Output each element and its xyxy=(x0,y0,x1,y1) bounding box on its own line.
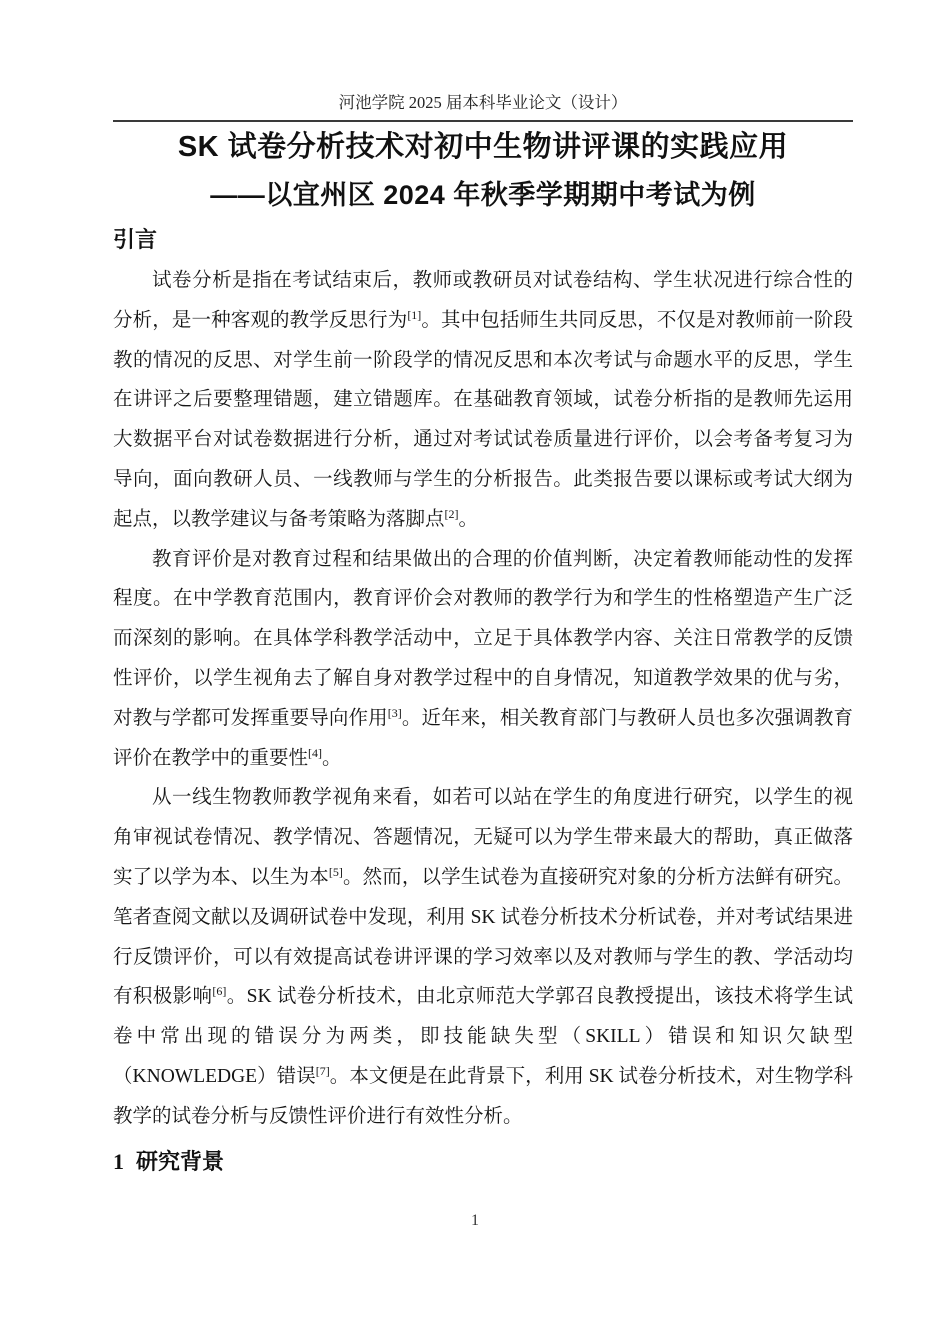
text-run: 。SK 试卷分析技术，由北京师范大学郭召良教授提出，该技术将学生试卷中常出现的错误分为两类，即技能缺失型（SKILL）错误和知识欠缺型（KNOWLEDGE）错误 xyxy=(113,986,853,1087)
body-paragraph xyxy=(113,540,853,779)
citation-ref: [5] xyxy=(328,864,343,879)
text-run: 。其中包括师生共同反思，不仅是对教师前一阶段教的情况的反思、对学生前一阶段学的情况反思和本次考试与命题水平的反思，学生在讲评之后要整理错题，建立错题库。在基础教育领域，试卷分析指的是教师先运用大数据平台对试卷数据进行分析，通过对考试试卷质量进行评价，以会考备考复习为导向，面向教研人员、一线教师与学生的分析报告。此类报告要以课标或考试大纲为起点，以教学建议与备考策略为落脚点 xyxy=(113,309,853,530)
citation-ref: [4] xyxy=(308,745,323,760)
text-run: 试卷分析是指在考试结束后，教师或教研员对试卷结构、学生状况进行综合性的分析，是一种客观的教学反思行为 xyxy=(113,270,853,331)
body-paragraphs xyxy=(113,261,853,1137)
citation-ref: [6] xyxy=(212,984,227,999)
text-run: 。 xyxy=(322,747,342,769)
text-run: 从一线生物教师教学视角来看，如若可以站在学生的角度进行研究，以学生的视角审视试卷情况、教学情况、答题情况，无疑可以为学生带来最大的帮助，真正做落实了以学为本、以生为本 xyxy=(113,787,853,888)
page-number: 1 xyxy=(471,1212,479,1229)
text-run: 。 xyxy=(458,508,479,530)
citation-ref: [3] xyxy=(387,705,402,720)
body-paragraph xyxy=(113,778,853,1136)
text-run: 。然而，以学生试卷为直接研究对象的分析方法鲜有研究。笔者查阅文献以及调研试卷中发现，利用 SK 试卷分析技术分析试卷，并对考试结果进行反馈评价，可以有效提高试卷讲评课的学习效率以及对教师与学生的教、学活动均有积极影响 xyxy=(113,866,853,1008)
section-heading-research-background xyxy=(113,1145,853,1179)
thesis-title: SK 试卷分析技术对初中生物讲评课的实践应用 xyxy=(177,131,789,163)
citation-ref: [7] xyxy=(315,1063,330,1078)
citation-ref: [1] xyxy=(407,307,422,322)
text-run: 。近年来，相关教育部门与教研人员也多次强调教育评价在教学中的重要性 xyxy=(113,707,853,769)
text-run: 。本文便是在此背景下，利用 SK 试卷分析技术，对生物学科教学的试卷分析与反馈性评价进行有效性分析。 xyxy=(113,1065,853,1127)
section-label: 研究背景 xyxy=(136,1148,225,1174)
introduction-heading: 引言 xyxy=(113,227,158,252)
thesis-subtitle: ——以宜州区 2024 年秋季学期期中考试为例 xyxy=(210,180,756,210)
body-paragraph xyxy=(113,261,853,540)
text-run: 教育评价是对教育过程和结果做出的合理的价值判断，决定着教师能动性的发挥程度。在中学教育范围内，教育评价会对教师的教学行为和学生的性格塑造产生广泛而深刻的影响。在具体学科教学活动中，立足于具体教学内容、关注日常教学的反馈性评价，以学生视角去了解自身对教学过程中的自身情况，知道教学效果的优与劣，对教与学都可发挥重要导向作用 xyxy=(113,548,853,729)
running-header: 河池学院 2025 届本科毕业论文（设计） xyxy=(113,0,853,122)
section-number: 1 xyxy=(113,1148,124,1174)
citation-ref: [2] xyxy=(444,506,459,521)
